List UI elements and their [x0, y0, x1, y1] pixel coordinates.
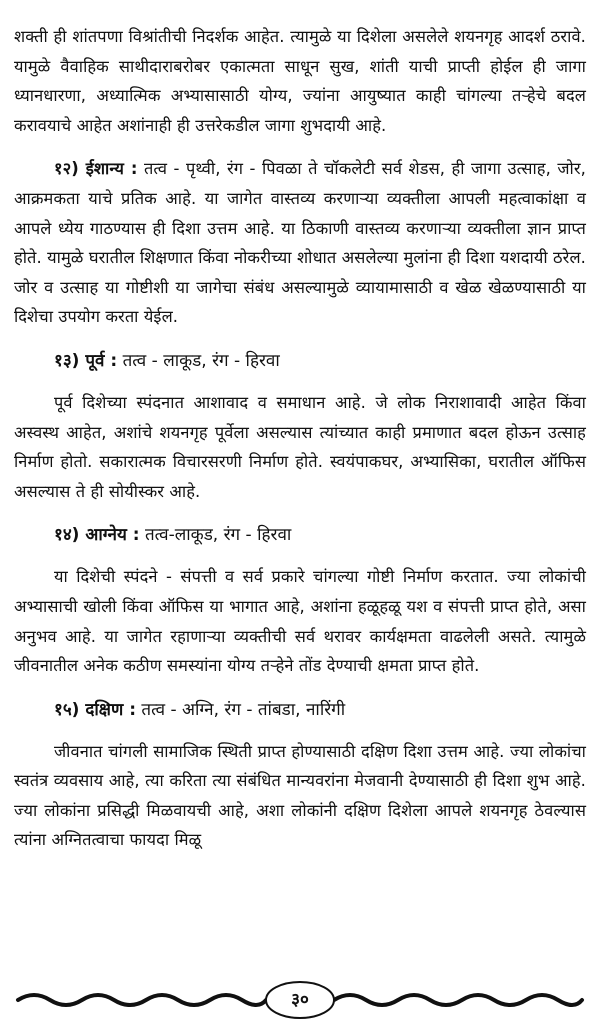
section-14-title: १४) आग्नेय : — [54, 525, 140, 546]
section-15-attributes: तत्व - अग्नि, रंग - तांबडा, नारिंगी — [141, 699, 346, 720]
page-footer — [14, 976, 586, 1024]
section-13-attributes: तत्व - लाकूड, रंग - हिरवा — [122, 350, 280, 371]
section-12-text: तत्व - पृथ्वी, रंग - पिवळा ते चॉकलेटी सर्व शेडस, ही जागा उत्साह, जोर, आक्रमकता याचे प्रतिक आहे. या जागेत वास्तव्य करणाऱ्या व्यक्तीला आपली महत्वाकांक्षा व आपले ध्येय गाठण्यास ही दिशा उत्तम आहे. या ठिकाणी वास्तव्य करणाऱ्या व्यक्तीला ज्ञान प्राप्त होते. यामुळे घरातील शिक्षणात किंवा नोकरीच्या शोधात असलेल्या मुलांना ही दिशा यशदायी ठरेल. जोर व उत्साह या गोष्टीशी या जागेचा संबंध असल्यामुळे व्यायामासाठी व खेळ खेळण्यासाठी या दिशेचा उपयोग करता येईल. — [14, 159, 586, 327]
paragraph-south: जीवनात चांगली सामाजिक स्थिती प्राप्त होण्यासाठी दक्षिण दिशा उत्तम आहे. ज्या लोकांचा स्वतंत्र व्यवसाय आहे, त्या करिता त्या संबंधित मान्यवरांना मेजवानी देण्यासाठी ही दिशा शुभ आहे. ज्या लोकांना प्रसिद्धी मिळवायची आहे, अशा लोकांनी दक्षिण दिशेला आपले शयनगृह ठेवल्यास त्यांना अग्नितत्वाचा फायदा मिळू — [14, 741, 586, 850]
paragraph-east: पूर्व दिशेच्या स्पंदनात आशावाद व समाधान आहे. जे लोक निराशावादी आहेत किंवा अस्वस्थ आहेत, अशांचे शयनगृह पूर्वेला असल्यास त्यांच्यात काही प्रमाणात बदल होऊन उत्साह निर्माण होतो. सकारात्मक विचारसरणी निर्माण होते. स्वयंपाकघर, अभ्यासिका, घरातील ऑफिस असल्यास ते ही सोयीस्कर आहे. — [14, 392, 586, 501]
section-12-title: १२) ईशान्य : — [54, 159, 138, 179]
section-12-ishanya — [14, 154, 586, 332]
page-number: ३० — [291, 990, 309, 1010]
paragraph-north-continued: शक्ती ही शांतपणा विश्रांतीची निदर्शक आहेत. त्यामुळे या दिशेला असलेले शयनगृह आदर्श ठरावे. यामुळे वैवाहिक साथीदाराबरोबर एकात्मता साधून सुख, शांती याची प्राप्ती होईल ही जागा ध्यानधारणा, अध्यात्मिक अभ्यासासाठी योग्य, ज्यांना आयुष्यात काही चांगल्या तऱ्हेचे बदल करावयाचे आहेत अशांनाही ही उत्तरेकडील जागा शुभदायी आहे. — [14, 27, 586, 135]
section-14-attributes: तत्व-लाकूड, रंग - हिरवा — [144, 525, 292, 546]
section-13-title: १३) पूर्व : — [54, 350, 118, 371]
section-15-heading — [14, 695, 586, 725]
section-14-heading — [14, 520, 586, 550]
paragraph-southeast: या दिशेची स्पंदने - संपत्ती व सर्व प्रकारे चांगल्या गोष्टी निर्माण करतात. ज्या लोकांची अभ्यासाची खोली किंवा ऑफिस या भागात आहे, अशांना हळूहळू यश व संपत्ती प्राप्त होते, असा अनुभव आहे. या जागेत रहाणाऱ्या व्यक्तीची सर्व थरावर कार्यक्षमता वाढलेली असते. त्यामुळे जीवनातील अनेक कठीण समस्यांना योग्य तऱ्हेने तोंड देण्याची क्षमता प्राप्त होते. — [14, 567, 586, 676]
section-15-title: १५) दक्षिण : — [54, 699, 136, 720]
section-13-heading — [14, 346, 586, 376]
page-content — [14, 22, 586, 869]
